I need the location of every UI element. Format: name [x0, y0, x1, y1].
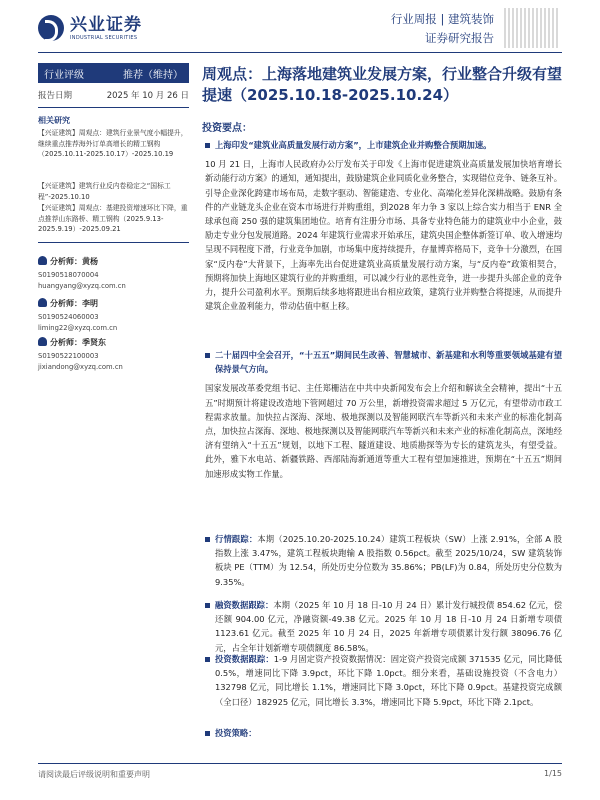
rating-bar — [38, 63, 189, 83]
section-plenum — [205, 348, 562, 481]
related-item[interactable]: 【兴证建筑】建筑行业反内卷稳定之“国标工程”-2025.10.10 — [38, 182, 171, 201]
related-item[interactable]: 【兴证建筑】周观点：建筑行业景气度小幅提升，继续重点推荐海外订单高增长的精工钢构（2025.10.11-2025.10.17）-2025.10.19 — [38, 129, 188, 159]
paragraph: 国家发展改革委党组书记、主任郑栅洁在中共中央新闻发布会上介绍和解读全会精神，提出“十五五”时期预计将建设改造地下管网超过 70 万公里，新增投资需求超过 5 万亿元，有望带动市政工程需求放量。加快拉占深海、深地、极地探测以及智能网联汽车等新兴和未来产业的标准化制高点，加快拉占深海、深地、极地探测以及智能网联汽车等新兴和未来产业的标准化制高点，深地经济有望纳入“十五五”规划，以地下工程、隧道建设、地质勘探等为专长的建筑龙头，有望受益。此外，雅下水电站、新疆铁路、西部陆海新通道等重大工程有望加速推进，预期在“十五五”期间加速形成实物工作量。 — [205, 383, 562, 479]
bullet-heading: 上海印发“建筑业高质量发展行动方案”，上市建筑企业并购整合预期加速。 — [215, 140, 492, 150]
paragraph: 本期（2025 年 10 月 18 日-10 月 24 日）累计发行城投债 854.62 亿元，偿还额 904.00 亿元，净融资额-49.38 亿元。2025 年 10 月 18 日-10 月 24 日新增专项债 1123.61 亿元。截至 2025 年 10 月 24 日，2025 年新增专项债累计发行额 38096.76 亿元，占全年计划新增专项债额度 86.58%。 — [215, 600, 562, 653]
analyst-id: S0190518070004 — [38, 271, 99, 279]
analyst-name: 分析师：季贤东 — [38, 337, 106, 348]
report-type: 行业周报 | 建筑装饰 — [390, 12, 494, 26]
sidebar-divider — [38, 107, 189, 108]
footer-divider — [38, 763, 562, 764]
analyst-info — [38, 312, 117, 334]
person-icon — [38, 337, 47, 346]
related-item[interactable]: 【兴证建筑】周观点：基建投资增速环比下降，重点推荐山东路桥、精工钢构（2025.9.13-2025.9.19）-2025.09.21 — [38, 204, 188, 234]
page-number: 1/15 — [544, 769, 562, 778]
person-icon — [38, 298, 47, 307]
analyst-info — [38, 351, 123, 373]
bullet-heading: 行情跟踪： — [215, 534, 258, 544]
bullet-heading: 投资数据跟踪： — [215, 654, 274, 664]
paragraph: 1-9 月固定资产投资数据情况：固定资产投资完成额 371535 亿元，同比降低 0.5%，增速同比下降 3.9pct，环比下降 1.0pct。细分来看，基础设施投资（不含电力）132798 亿元，同比增长 1.1%，增速同比下降 3.0pct，环比下降 0.9pct。基建投资完成额（全口径）182925 亿元，同比增长 3.3%，增速同比下降 5.9pct，环比下降 2.1pct。 — [215, 654, 562, 707]
bullet-heading: 投资策略： — [215, 728, 257, 738]
bullet-heading: 二十届四中全会召开，“十五五”期间民生改善、智慧城市、新基建和水利等重要领域基建有望保持景气方向。 — [215, 350, 562, 375]
analyst-email[interactable]: jixiandong@xyzq.com.cn — [38, 363, 123, 371]
key-points-heading: 投资要点： — [202, 123, 252, 134]
section-financing — [205, 598, 562, 655]
footer-disclaimer[interactable]: 请阅读最后评级说明和重要声明 — [38, 770, 150, 779]
report-header — [391, 10, 494, 48]
logo-icon — [38, 15, 64, 41]
report-date-row — [38, 89, 189, 101]
section-investment — [205, 652, 562, 709]
logo-cn: 兴业证券 — [70, 14, 142, 35]
analyst-name: 分析师：黄杨 — [38, 256, 98, 267]
section-market — [205, 532, 562, 589]
analyst-id: S0190522100003 — [38, 352, 99, 360]
paragraph: 10 月 21 日，上海市人民政府办公厅发布关于印发《上海市促进建筑业高质量发展加快培育增长新动能行动方案》的通知，通知提出，鼓励建筑企业同质化业务整合，实现错位竞争、链条互补。引导企业深化跨建市场布局，走数字驱动、智能建造、专业化、高端化差异化深耕战略。鼓励有条件的产业链龙头企业在资本市场进行并购重组，到2028 年力争 3 家以上综合实力相当于 ENR 全球承包商 250 强的建筑集团地位。培育有注册分市场、具备专业特色能力的建筑业中小企业，鼓励走专业分包发展道路。2024 年建筑行业需求开始承压，建筑央国企整体新签订单、收入增速均呈现不同程度下滑，行业竞争加剧，市场集中度持续提升，存量博弈格局下，竞争十分激烈，在国家“反内卷”大背景下，上海率先出台促进建筑业高质量发展行动方案，与“反内卷”政策相契合，预期将加快上海地区建筑行业的并购重组，可以减少行业的恶性竞争，进一步提升头部企业的竞争力，提升公司盈利水平。预期后续多地将跟进出台相应政策，建筑行业并购整合将提速，从而提升建筑企业盈利能力，带动估值中枢上移。 — [205, 159, 562, 312]
company-logo — [38, 12, 142, 44]
date-value: 2025 年 10 月 26 日 — [106, 91, 189, 101]
analyst-email[interactable]: huangyang@xyzq.com.cn — [38, 282, 126, 290]
analyst-info — [38, 270, 126, 292]
qr-code-icon — [504, 8, 560, 48]
page-title: 周观点：上海落地建筑业发展方案，行业整合升级有望提速（2025.10.18-2025.10.24） — [202, 65, 563, 104]
rating-value: 推荐（维持） — [123, 69, 183, 81]
header-divider — [38, 52, 562, 53]
section-shanghai — [205, 138, 562, 313]
analyst-id: S0190524060003 — [38, 313, 99, 321]
analyst-name: 分析师：李明 — [38, 298, 98, 309]
analyst-email[interactable]: liming22@xyzq.com.cn — [38, 324, 118, 332]
bullet-heading: 融资数据跟踪： — [215, 600, 274, 610]
paragraph: 本期（2025.10.20-2025.10.24）建筑工程板块（SW）上涨 2.91%，全部 A 股指数上涨 3.47%，建筑工程板块跑输 A 股指数 0.56pct。截至 2025/10/24，SW 建筑装饰板块 PE（TTM）为 12.54，所处历史分位数为 35.86%；PB(LF)为 0.84，所处历史分位数为 9.35%。 — [215, 534, 562, 587]
related-research-heading: 相关研究 — [38, 116, 70, 125]
date-label: 报告日期 — [38, 91, 73, 101]
section-strategy — [205, 726, 562, 740]
sidebar-divider — [38, 242, 189, 243]
report-sub: 证券研究报告 — [425, 31, 494, 45]
logo-en: INDUSTRIAL SECURITIES — [70, 34, 138, 41]
person-icon — [38, 256, 47, 265]
rating-label: 行业评级 — [44, 69, 84, 81]
